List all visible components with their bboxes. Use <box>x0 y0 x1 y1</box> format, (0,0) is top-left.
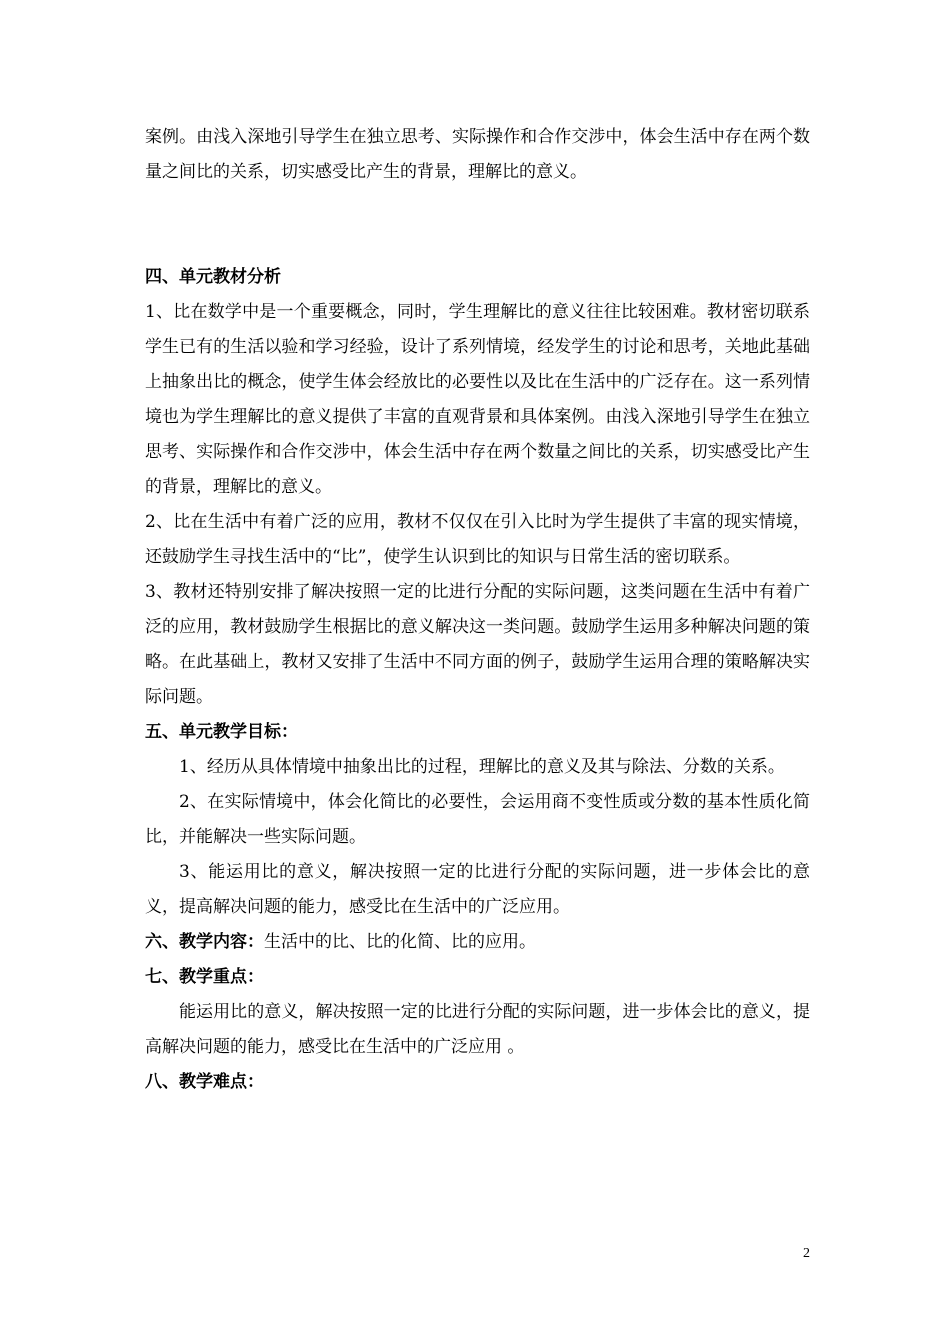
section-4-item-1: 1、比在数学中是一个重要概念，同时，学生理解比的意义往往比较困难。教材密切联系学生已有的生活以验和学习经验，设计了系列情境，经发学生的讨论和思考，关地此基础上抽象出比的概念，使学生体会经放比的必要性以及比在生活中的广泛存在。这一系列情境也为学生理解比的意义提供了丰富的直观背景和具体案例。由浅入深地引导学生在独立思考、实际操作和合作交涉中，体会生活中存在两个数量之间比的关系，切实感受比产生的背景，理解比的意义。 <box>145 302 810 497</box>
section-4-item-3: 3、教材还特别安排了解决按照一定的比进行分配的实际问题，这类问题在生活中有着广泛的应用，教材鼓励学生根据比的意义解决这一类问题。鼓励学生运用多种解决问题的策略。在此基础上，教材又安排了生活中不同方面的例子，鼓励学生运用合理的策略解决实际问题。 <box>145 582 810 707</box>
section-4-heading: 四、单元教材分析 <box>145 267 281 287</box>
section-7-heading: 七、教学重点： <box>145 967 264 987</box>
page-number: 2 <box>803 1246 810 1261</box>
section-5-item-2: 2、在实际情境中，体会化简比的必要性，会运用商不变性质或分数的基本性质化简比，并能解决一些实际问题。 <box>145 792 810 847</box>
document-body <box>145 120 810 1100</box>
section-6-heading: 六、教学内容： <box>145 932 264 952</box>
intro-paragraph: 案例。由浅入深地引导学生在独立思考、实际操作和合作交涉中，体会生活中存在两个数量之间比的关系，切实感受比产生的背景，理解比的意义。 <box>145 127 810 182</box>
section-5-item-1: 1、经历从具体情境中抽象出比的过程，理解比的意义及其与除法、分数的关系。 <box>179 757 785 777</box>
section-5-heading: 五、单元教学目标： <box>145 722 298 742</box>
section-7-text: 能运用比的意义，解决按照一定的比进行分配的实际问题，进一步体会比的意义，提高解决问题的能力，感受比在生活中的广泛应用 。 <box>145 1002 810 1057</box>
section-4-item-2: 2、比在生活中有着广泛的应用，教材不仅仅在引入比时为学生提供了丰富的现实情境，还鼓励学生寻找生活中的“比”，使学生认识到比的知识与日常生活的密切联系。 <box>145 512 810 567</box>
section-6-line <box>145 925 810 960</box>
section-8-heading: 八、教学难点： <box>145 1072 264 1092</box>
section-5-item-3: 3、能运用比的意义，解决按照一定的比进行分配的实际问题，进一步体会比的意义，提高解决问题的能力，感受比在生活中的广泛应用。 <box>145 862 810 917</box>
section-6-text: 生活中的比、比的化简、比的应用。 <box>264 932 536 952</box>
section-spacer <box>145 190 810 260</box>
